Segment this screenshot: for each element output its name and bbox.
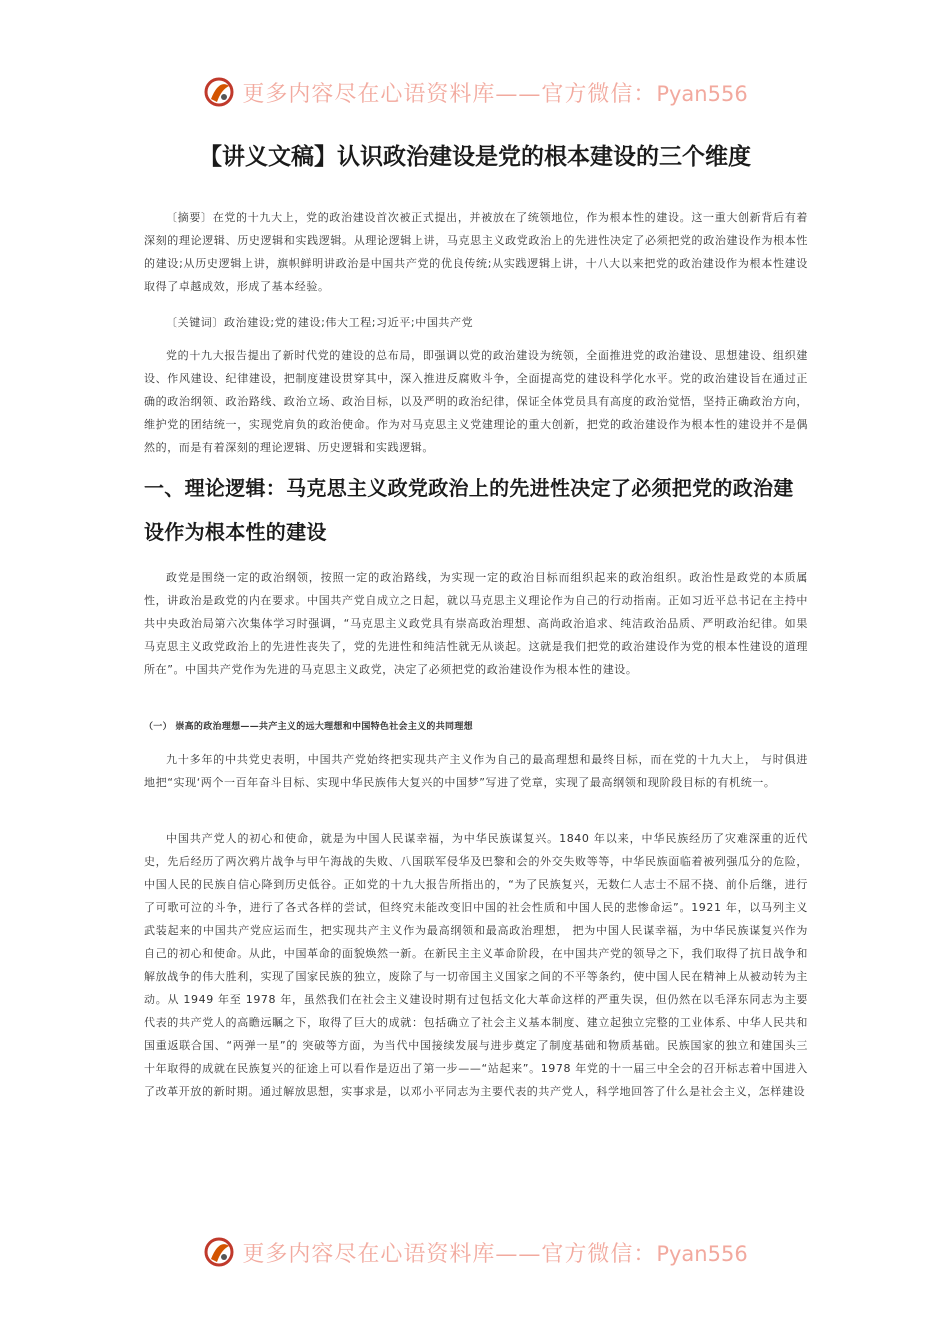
keywords-paragraph: 〔关键词〕政治建设;党的建设;伟大工程;习近平;中国共产党 [166, 316, 474, 329]
logo-icon [202, 1235, 236, 1269]
banner-text: 更多内容尽在心语资料库——官方微信： [242, 1241, 657, 1267]
paragraph-2-block [144, 748, 808, 794]
subheading-block [144, 719, 808, 732]
abstract-block [144, 206, 808, 298]
footer-banner [0, 1232, 950, 1272]
logo-icon [202, 75, 236, 109]
keywords-block [144, 311, 808, 334]
abstract-paragraph: 〔摘要〕在党的十九大上，党的政治建设首次被正式提出，并被放在了统领地位，作为根本性的建设。这一重大创新背后有着深刻的理论逻辑、历史逻辑和实践逻辑。从理论逻辑上讲，马克思主义政党政治上的先进性决定了必须把党的政治建设作为根本性的建设;从历史逻辑上讲，旗帜鲜明讲政治是中国共产党的优良传统;从实践逻辑上讲，十八大以来把党的政治建设作为根本性建设取得了卓越成效，形成了基本经验。 [144, 211, 808, 293]
intro-block [144, 344, 808, 459]
banner-text: 更多内容尽在心语资料库——官方微信： [242, 81, 657, 107]
header-banner [0, 72, 950, 112]
section-paragraph-block [144, 566, 808, 681]
subsection-heading: （一） 崇高的政治理想——共产主义的远大理想和中国特色社会主义的共同理想 [144, 722, 473, 732]
section-heading: 一、理论逻辑：马克思主义政党政治上的先进性决定了必须把党的政治建设作为根本性的建设 [144, 476, 794, 544]
paragraph-3-block [144, 827, 808, 1103]
section-paragraph-1: 政党是围绕一定的政治纲领，按照一定的政治路线，为实现一定的政治目标而组织起来的政治组织。政治性是政党的本质属性，讲政治是政党的内在要求。中国共产党自成立之日起，就以马克思主义理论作为自己的行动指南。正如习近平总书记在主持中共中央政治局第六次集体学习时强调，“马克思主义政党具有崇高政治理想、高尚政治追求、纯洁政治品质、严明政治纪律。如果马克思主义政党政治上的先进性丧失了，党的先进性和纯洁性就无从谈起。这就是我们把党的政治建设作为党的根本性建设的道理所在”。中国共产党作为先进的马克思主义政党，决定了必须把党的政治建设作为根本性的建设。 [144, 571, 808, 676]
section-paragraph-2: 九十多年的中共党史表明，中国共产党始终把实现共产主义作为自己的最高理想和最终目标，而在党的十九大上， 与时俱进地把“实现‘两个一百年奋斗目标、实现中华民族伟大复兴的中国梦”写进了党章，实现了最高纲领和现阶段目标的有机统一。 [144, 753, 808, 789]
wechat-id: Pyan556 [656, 1241, 748, 1266]
wechat-id: Pyan556 [656, 81, 748, 106]
document-title: 【讲义文稿】认识政治建设是党的根本建设的三个维度 [199, 144, 751, 170]
section-paragraph-3: 中国共产党人的初心和使命，就是为中国人民谋幸福，为中华民族谋复兴。1840 年以来，中华民族经历了灾难深重的近代史，先后经历了两次鸦片战争与甲午海战的失败、八国联军侵华及巴黎和会的外交失败等等，中华民族面临着被列强瓜分的危险，中国人民的民族自信心降到历史低谷。正如党的十九大报告所指出的，“为了民族复兴，无数仁人志士不屈不挠、前仆后继，进行了可歌可泣的斗争，进行了各式各样的尝试，但终究未能改变旧中国的社会性质和中国人民的悲惨命运”。1921 年，以马列主义武装起来的中国共产党应运而生，把实现共产主义作为最高纲领和最高政治理想， 把为中国人民谋幸福，为中华民族谋复兴作为自己的初心和使命。从此，中国革命的面貌焕然一新。在新民主主义革命阶段，在中国共产党的领导之下，我们取得了抗日战争和解放战争的伟大胜利，实现了国家民族的独立，废除了与一切帝国主义国家之间的不平等条约，使中国人民在精神上从被动转为主动。从 1949 年至 1978 年，虽然我们在社会主义建设时期有过包括文化大革命这样的严重失误，但仍然在以毛泽东同志为主要代表的共产党人的高瞻远瞩之下，取得了巨大的成就：包括确立了社会主义基本制度、建立起独立完整的工业体系、中华人民共和国重返联合国、“两弹一星”的 突破等方面，为当代中国接续发展与进步奠定了制度基础和物质基础。民族国家的独立和建国头三十年取得的成就在民族复兴的征途上可以看作是迈出了第一步——“站起来”。1978 年党的十一届三中全会的召开标志着中国进入了改革开放的新时期。通过解放思想，实事求是，以邓小平同志为主要代表的共产党人，科学地回答了什么是社会主义，怎样建设 [144, 832, 808, 1098]
intro-paragraph: 党的十九大报告提出了新时代党的建设的总布局，即强调以党的政治建设为统领，全面推进党的政治建设、思想建设、组织建设、作风建设、纪律建设，把制度建设贯穿其中，深入推进反腐败斗争，全面提高党的建设科学化水平。党的政治建设旨在通过正确的政治纲领、政治路线、政治立场、政治目标，以及严明的政治纪律，保证全体党员具有高度的政治觉悟，坚持正确政治方向，维护党的团结统一，实现党肩负的政治使命。作为对马克思主义党建理论的重大创新，把党的政治建设作为根本性的建设并不是偶然的，而是有着深刻的理论逻辑、历史逻辑和实践逻辑。 [144, 349, 808, 454]
section-heading-block [144, 466, 808, 554]
